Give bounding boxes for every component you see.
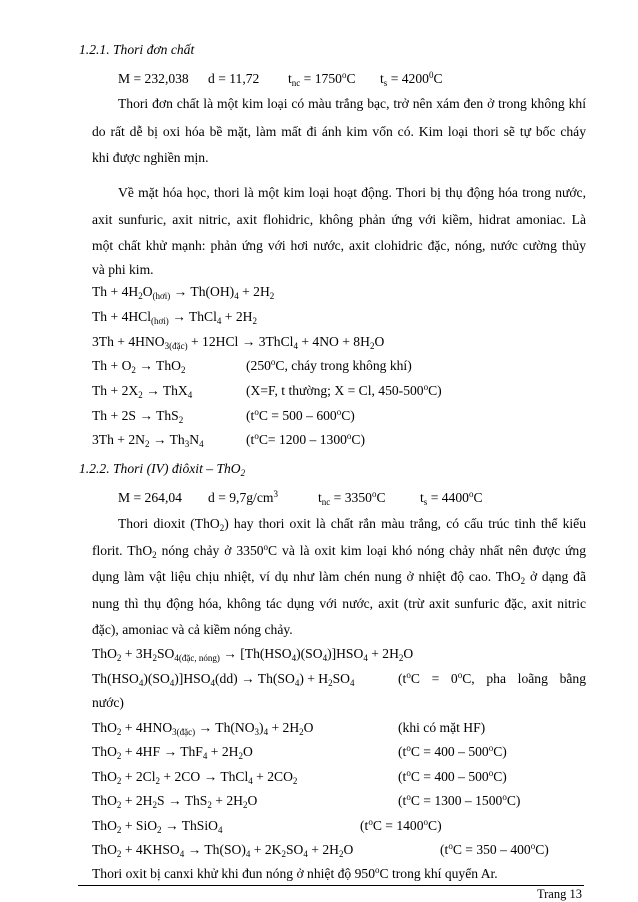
reaction-equation: $Th(HSO_4)(SO_4)]HSO_4(dd) \to Th(SO_4) + H_2SO_4$ [92, 671, 355, 688]
paragraph-line: Về mặt hóa học, thori là một kim loại hoạt động. Thori bị thụ động hóa trong nước, [118, 185, 586, 200]
reaction-equation: Th + 4HCl$_{(hơi)}$ → ThCl$_4$ + $2H_2$ [92, 309, 257, 326]
reaction-equation: $ThO_2 + 3H_2SO_{4(đặc, nóng)} \to [Th(HSO_4)(SO_4)]HSO_4 + 2H_2O$ [92, 646, 414, 663]
reaction-equation: Th + 2S → ThS$_2$ [92, 408, 184, 425]
paragraph-line: đặc), amoniac và cả kiềm nóng chảy. [92, 622, 293, 637]
reaction-condition: $(t^oC = 400 - 500^oC)$ [398, 743, 507, 759]
reaction-equation: $ThO_2 + 4KHSO_4 \to Th(SO)_4 + 2K_2SO_4 + 2H_2O$ [92, 842, 354, 859]
reaction-condition: $(t^oC = 500 - 600^oC)$ [246, 407, 355, 423]
page-number: Trang 13 [536, 887, 582, 901]
section-heading-1-2-2: 1.2.2. Thori (IV) điôxit – ThO$_2$ [79, 461, 246, 478]
reaction-condition: $(t^oC = 350 - 400^oC)$ [440, 841, 549, 857]
reaction-condition: (X=F, t thường; X = Cl, 450-500$^o$C) [246, 382, 442, 398]
reaction-equation: $3Th + 4HNO_{3(đặc)} + 12HCl$ → 3ThCl$_4$ + $4NO + 8H_2O$ [92, 334, 385, 351]
paragraph-line: Thori dioxit (ThO$_2$) hay thori oxit là chất rắn màu trắng, có cấu trúc tinh thể kiểu [118, 516, 586, 533]
reaction-equation: $ThO_2 + 4HNO_{3(đặc)} \to Th(NO_3)_4 + 2H_2O$ [92, 720, 314, 737]
reaction-condition: $(t^oC = 1300 - 1500^oC)$ [398, 792, 521, 808]
paragraph-line: và phi kim. [92, 262, 154, 277]
paragraph-line: một chất khử mạnh: phản ứng với hơi nước, axit clohidric đặc, nóng, nước cường thủy [92, 238, 586, 253]
reaction-condition: (khi có mặt HF) [398, 720, 486, 735]
paragraph-line: nung thì thụ động hóa, không tác dụng với nước, axit (trừ axit sunfuric đặc, axit nitric [92, 596, 586, 611]
reaction-condition: $(t^oC = 1400^oC)$ [360, 817, 442, 833]
reaction-condition: (250$^o$C, cháy trong không khí) [246, 357, 412, 373]
reaction-equation: $ThO_2 + 4HF \to ThF_4 + 2H_2O$ [92, 744, 253, 761]
reaction-condition-continued: nước) [92, 695, 124, 710]
paragraph-line: dụng làm vật liệu chịu nhiệt, ví dụ như làm chén nung ở nhiệt độ cao. ThO$_2$ ở dạng đã [92, 569, 586, 586]
closing-sentence: Thori oxit bị canxi khử khi đun nóng ở nhiệt độ 950$^o$C trong khí quyển Ar. [92, 865, 498, 881]
reaction-equation: $Th + 2X_2 \to ThX_4$ [92, 383, 193, 400]
reaction-equation: ThO$_2$ + SiO$_2$ → ThSiO$_4$ [92, 818, 223, 835]
reaction-equation: $ThO_2 + 2Cl_2 + 2CO$ → ThCl$_4$ + $2CO_2$ [92, 769, 298, 786]
paragraph-line: axit sunfuric, axit nitric, axit flohidric, không phản ứng với kiềm, hidrat amoniac. Là [92, 212, 586, 227]
molar-mass: M = 232,038 [118, 71, 189, 86]
reaction-equation: $ThO_2 + 2H_2S \to ThS_2 + 2H_2O$ [92, 793, 258, 810]
boiling-point: $t_s = 4400^oC$ [420, 489, 483, 507]
footer-divider [78, 885, 584, 886]
melting-point: $t_{nc} = 3350^oC$ [318, 489, 386, 507]
melting-point: $t_{nc} = 1750^oC$ [288, 70, 356, 88]
paragraph-line: Thori đơn chất là một kim loại có màu trắng bạc, trở nên xám đen ở trong không khí [118, 96, 586, 111]
boiling-point: $t_s = 4200^0C$ [380, 70, 443, 88]
reaction-equation: $Th + O_2 \to ThO_2$ [92, 358, 186, 375]
molar-mass: M = 264,04 [118, 490, 182, 505]
density: d = 11,72 [208, 71, 260, 86]
section-heading-1-2-1: 1.2.1. Thori đơn chất [79, 42, 195, 57]
reaction-condition: ($t^oC = 0^oC$, pha loãng bằng [398, 670, 586, 686]
paragraph-line: do rất dễ bị oxi hóa bề mặt, làm mất đi ánh kim vốn có. Kim loại thori sẽ tự bốc cháy [92, 124, 586, 139]
paragraph-line: florit. ThO$_2$ nóng chảy ở 3350$^o$C và là oxit kim loại khó nóng chảy nhất nên được ứng [92, 542, 586, 560]
density: $d = 9,7g/cm^3$ [208, 489, 278, 505]
reaction-condition: $(t^oC = 400 - 500^oC)$ [398, 768, 507, 784]
paragraph-line: khi được nghiền mịn. [92, 150, 209, 165]
reaction-equation: $Th + 4H_2O_{(hơi)} \to Th(OH)_4 + 2H_2$ [92, 284, 275, 301]
reaction-condition: $(t^oC= 1200 - 1300^oC)$ [246, 431, 366, 447]
reaction-equation: $3Th + 2N_2 \to Th_3N_4$ [92, 432, 204, 449]
